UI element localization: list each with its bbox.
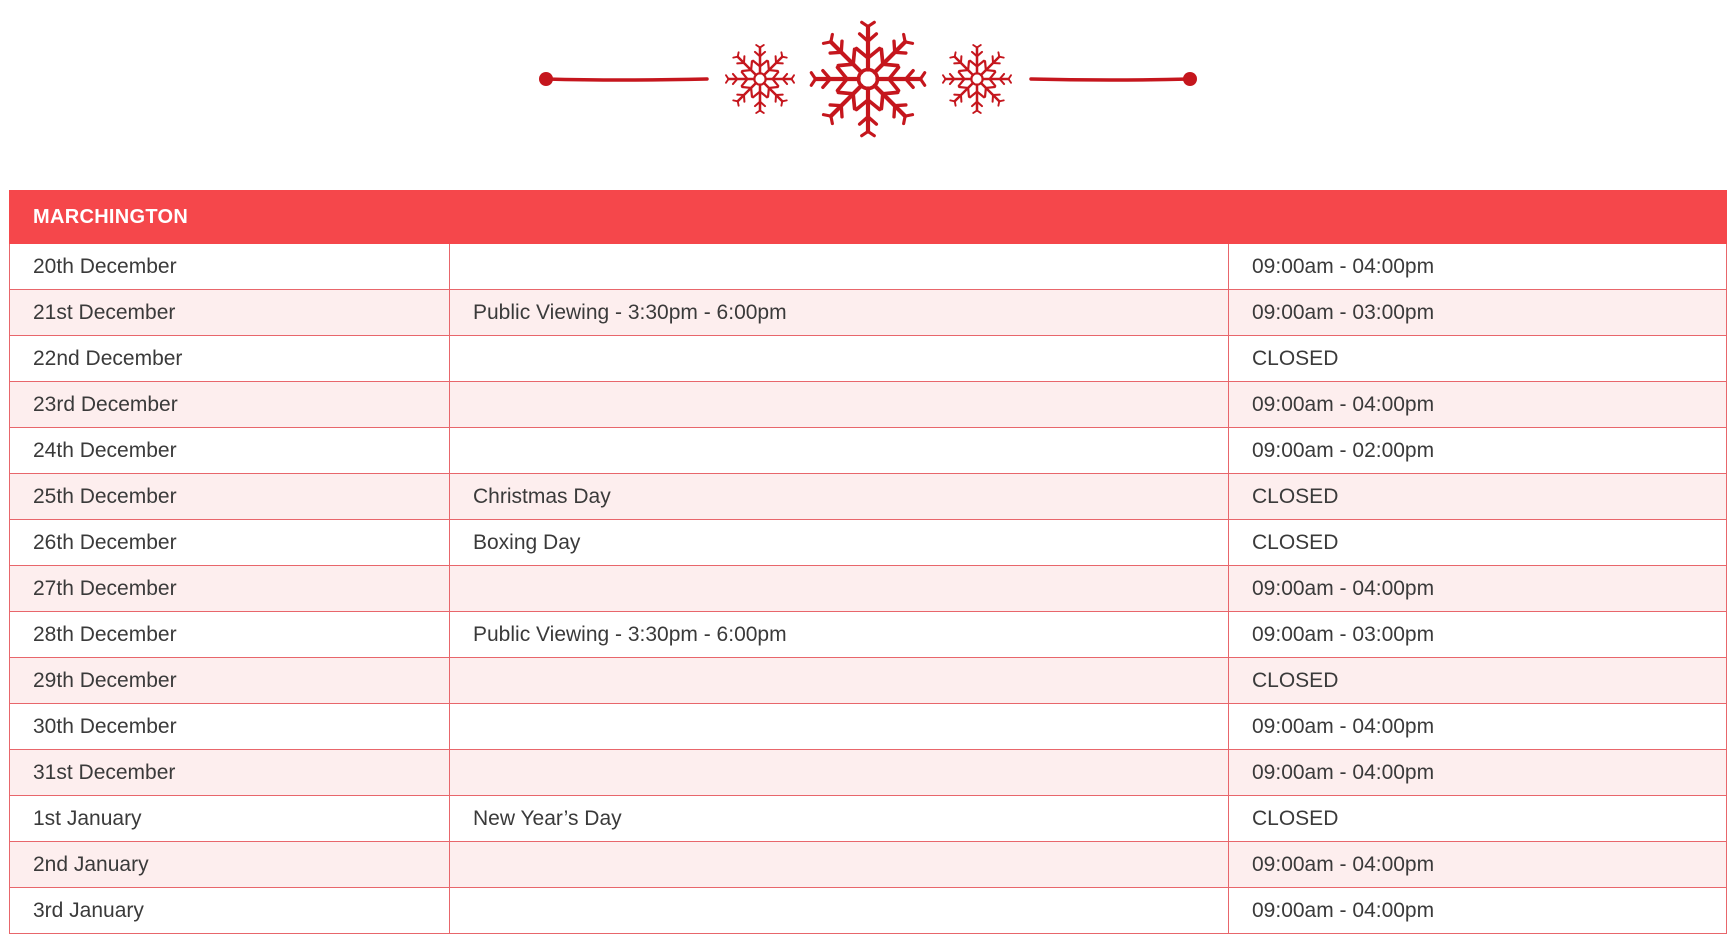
note-cell: Christmas Day [450,474,1229,520]
snowflake-divider [0,0,1732,160]
note-cell [450,382,1229,428]
snowflake-icon-small-right [943,45,1011,113]
table-row [10,474,1727,520]
note-cell [450,658,1229,704]
snowflake-icon-large [811,22,924,135]
date-cell: 21st December [10,290,450,336]
table-row [10,382,1727,428]
date-cell: 2nd January [10,842,450,888]
hours-cell: 09:00am - 03:00pm [1229,290,1727,336]
hours-cell: CLOSED [1229,336,1727,382]
note-cell: Public Viewing - 3:30pm - 6:00pm [450,290,1229,336]
table-row [10,704,1727,750]
table-row [10,842,1727,888]
divider-line-left [546,79,707,80]
snowflake-icon-small-left [726,45,794,113]
schedule-rows [10,244,1727,934]
date-cell: 23rd December [10,382,450,428]
date-cell: 29th December [10,658,450,704]
hours-cell: CLOSED [1229,474,1727,520]
note-cell [450,888,1229,934]
date-cell: 31st December [10,750,450,796]
date-cell: 27th December [10,566,450,612]
date-cell: 28th December [10,612,450,658]
hours-cell: 09:00am - 04:00pm [1229,842,1727,888]
date-cell: 30th December [10,704,450,750]
divider-line-right [1031,79,1190,80]
note-cell [450,704,1229,750]
hours-cell: CLOSED [1229,658,1727,704]
note-cell: New Year’s Day [450,796,1229,842]
hours-cell: 09:00am - 02:00pm [1229,428,1727,474]
hours-cell: 09:00am - 04:00pm [1229,704,1727,750]
note-cell [450,842,1229,888]
hours-cell: 09:00am - 04:00pm [1229,382,1727,428]
date-cell: 20th December [10,244,450,290]
table-row [10,888,1727,934]
note-cell [450,244,1229,290]
table-row [10,244,1727,290]
table-row [10,566,1727,612]
note-cell: Public Viewing - 3:30pm - 6:00pm [450,612,1229,658]
hours-cell: CLOSED [1229,520,1727,566]
table-row [10,290,1727,336]
note-cell: Boxing Day [450,520,1229,566]
hours-cell: 09:00am - 04:00pm [1229,566,1727,612]
hours-cell: CLOSED [1229,796,1727,842]
note-cell [450,750,1229,796]
location-header: MARCHINGTON [10,191,1727,244]
date-cell: 26th December [10,520,450,566]
note-cell [450,336,1229,382]
hours-cell: 09:00am - 04:00pm [1229,244,1727,290]
table-row [10,520,1727,566]
hours-cell: 09:00am - 04:00pm [1229,888,1727,934]
date-cell: 1st January [10,796,450,842]
note-cell [450,428,1229,474]
date-cell: 25th December [10,474,450,520]
table-row [10,612,1727,658]
table-row [10,428,1727,474]
note-cell [450,566,1229,612]
date-cell: 3rd January [10,888,450,934]
opening-hours-table [9,190,1727,934]
divider-dot-right [1183,72,1197,86]
hours-cell: 09:00am - 04:00pm [1229,750,1727,796]
date-cell: 24th December [10,428,450,474]
table-row [10,336,1727,382]
table-row [10,658,1727,704]
hours-cell: 09:00am - 03:00pm [1229,612,1727,658]
table-row [10,796,1727,842]
date-cell: 22nd December [10,336,450,382]
table-row [10,750,1727,796]
